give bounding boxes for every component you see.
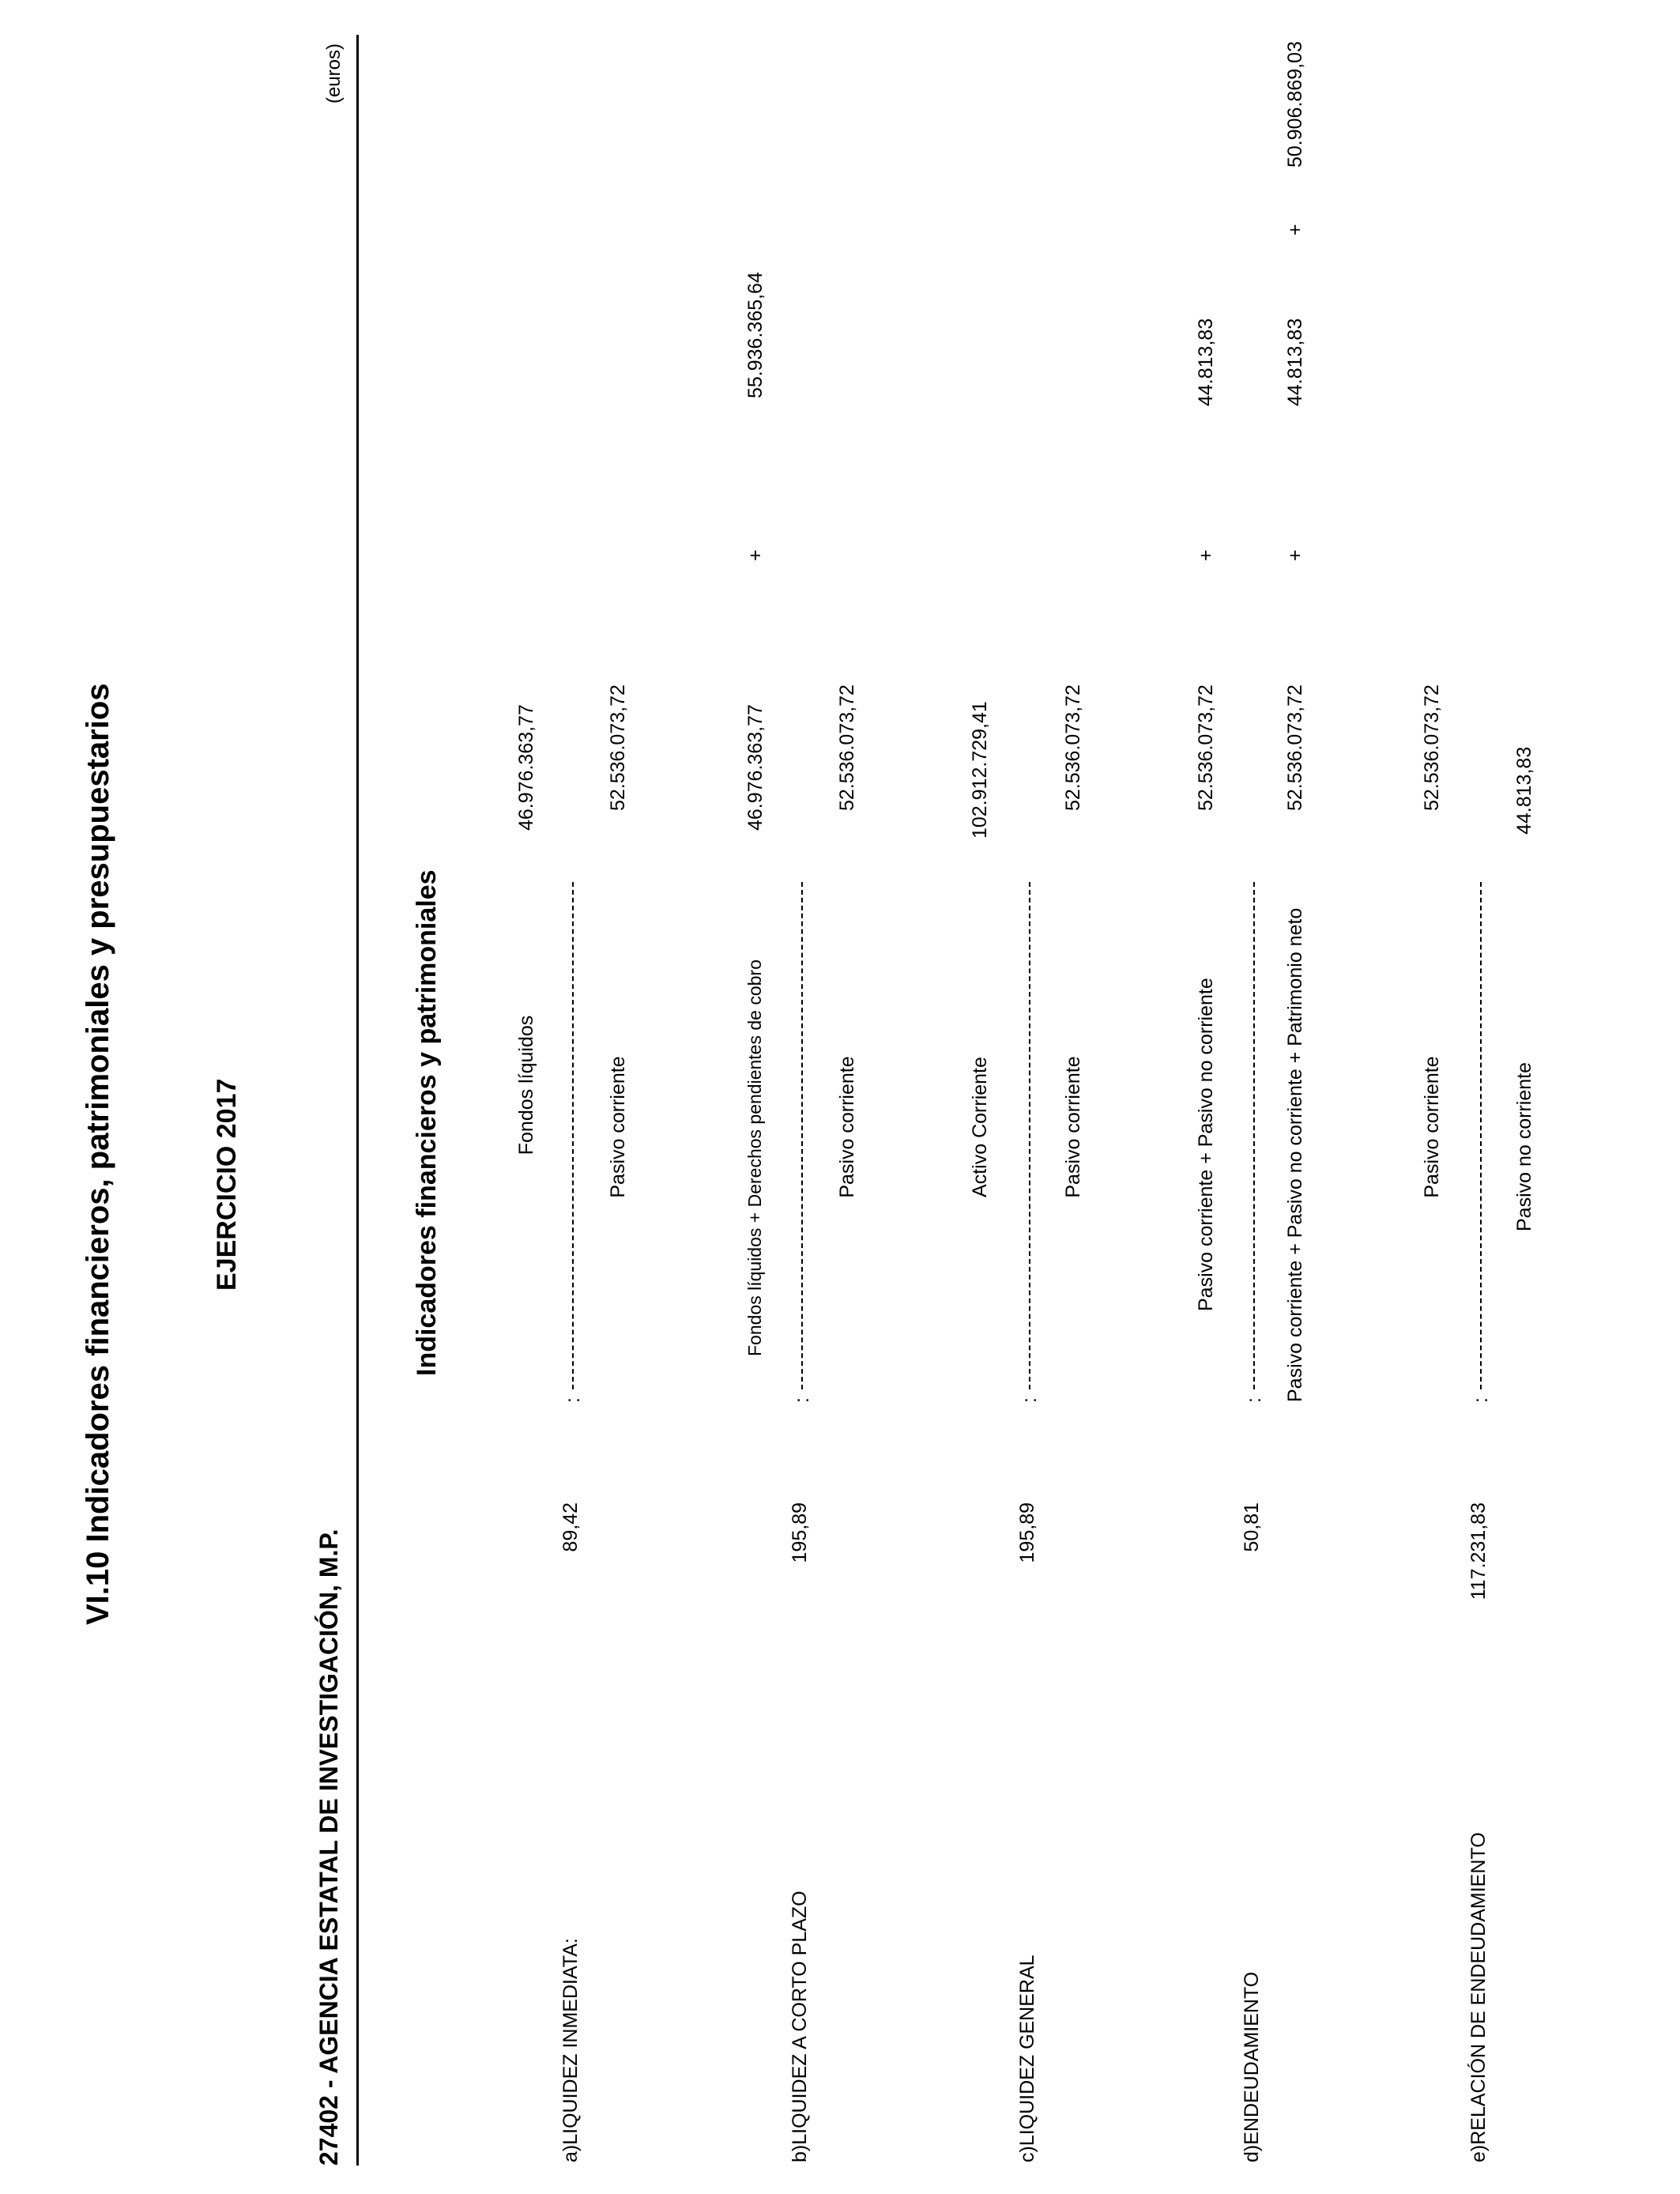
numerator-label: Activo Corriente: [969, 1057, 991, 1197]
numerator-value-2: 55.936.365,64: [744, 272, 767, 398]
indicator-colon: :: [1019, 1397, 1041, 1403]
numerator-value: 102.912.729,41: [969, 701, 991, 839]
numerator-value-1: 46.976.363,77: [744, 704, 767, 831]
denominator-label: Pasivo corriente: [607, 1056, 629, 1198]
numerator-value-2: 44.813,83: [1195, 318, 1217, 406]
indicator-label: c)LIQUIDEZ GENERAL: [1016, 1955, 1038, 2162]
header-rule: [356, 35, 359, 2166]
denominator-value-1: 52.536.073,72: [1284, 684, 1306, 811]
section-title: Indicadores financieros y patrimoniales: [412, 869, 442, 1376]
numerator-label: Pasivo corriente: [1421, 1056, 1443, 1198]
page-title: VI.10 Indicadores financieros, patrimoniales y presupuestarios: [81, 683, 115, 1625]
denominator-value-3: 50.906.869,03: [1284, 41, 1306, 168]
indicator-ratio: 89,42: [559, 1502, 582, 1552]
denominator-value: 52.536.073,72: [1062, 684, 1084, 811]
numerator-plus: +: [1195, 549, 1217, 561]
entity-name: 27402 - AGENCIA ESTATAL DE INVESTIGACIÓN, M.P.: [315, 1529, 343, 2166]
denominator-value-2: 44.813,83: [1284, 318, 1306, 406]
indicator-colon: :: [1243, 1397, 1265, 1403]
numerator-plus: +: [744, 549, 767, 561]
indicator-label: a)LIQUIDEZ INMEDIATA:: [559, 1938, 582, 2162]
fraction-line: [572, 882, 574, 1389]
numerator-value: 46.976.363,77: [515, 704, 537, 831]
denominator-label: Pasivo corriente: [836, 1056, 858, 1198]
indicator-ratio: 195,89: [789, 1502, 811, 1563]
denominator-value: 44.813,83: [1513, 746, 1535, 835]
denominator-label: Pasivo corriente: [1062, 1056, 1084, 1198]
indicator-colon: :: [1470, 1397, 1492, 1403]
indicator-ratio: 195,89: [1016, 1502, 1038, 1563]
indicator-colon: :: [791, 1397, 813, 1403]
units-label: (euros): [323, 43, 345, 104]
numerator-value-1: 52.536.073,72: [1195, 684, 1217, 811]
denominator-label: Pasivo corriente + Pasivo no corriente + Patrimonio neto: [1284, 907, 1306, 1402]
fraction-line: [801, 882, 803, 1389]
denominator-label: Pasivo no corriente: [1513, 1062, 1535, 1232]
denominator-plus-2: +: [1284, 224, 1306, 236]
fraction-line: [1029, 882, 1030, 1389]
fiscal-year: EJERCICIO 2017: [212, 1078, 242, 1291]
denominator-plus-1: +: [1284, 549, 1306, 561]
denominator-value: 52.536.073,72: [836, 684, 858, 811]
denominator-value: 52.536.073,72: [607, 684, 629, 811]
indicator-colon: :: [562, 1397, 584, 1403]
numerator-label: Fondos líquidos + Derechos pendientes de cobro: [744, 959, 765, 1356]
fraction-line: [1480, 882, 1482, 1389]
numerator-label: Fondos líquidos: [515, 1015, 537, 1155]
numerator-label: Pasivo corriente + Pasivo no corriente: [1195, 978, 1217, 1311]
fraction-line: [1253, 882, 1255, 1389]
numerator-value: 52.536.073,72: [1421, 684, 1443, 811]
indicator-ratio: 117.231,83: [1467, 1502, 1490, 1600]
indicator-label: d)ENDEUDAMIENTO: [1241, 1971, 1263, 2162]
indicator-ratio: 50,81: [1241, 1502, 1263, 1552]
indicator-label: e)RELACIÓN DE ENDEUDAMIENTO: [1467, 1832, 1490, 2162]
indicator-label: b)LIQUIDEZ A CORTO PLAZO: [789, 1891, 811, 2162]
